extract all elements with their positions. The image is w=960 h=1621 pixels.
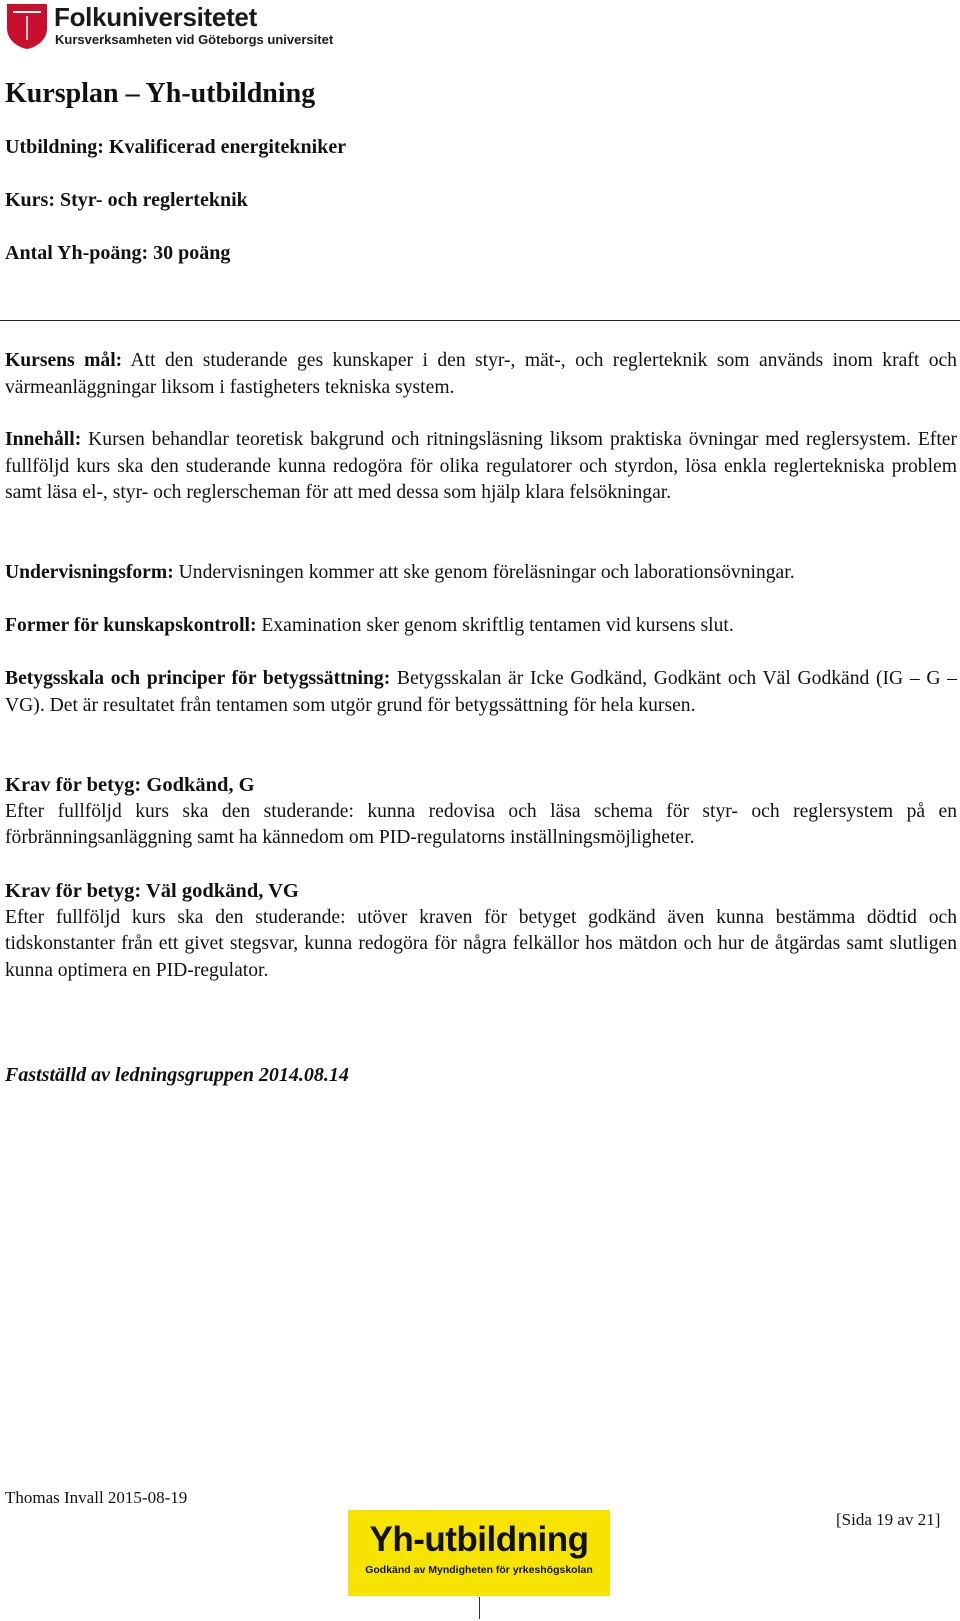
section-text: Betygsskalan är Icke Godkänd, Godkänt och Väl Godkänd (IG – G – VG). Det är resultatet från tentamen som utgör grund för betygssättning för hela kursen. xyxy=(5,668,957,716)
section-kunskapskontroll xyxy=(5,613,957,640)
section-krav-godkand xyxy=(5,772,957,852)
yh-logo-subtext: Godkänd av Myndigheten för yrkeshögskolan xyxy=(365,1564,593,1576)
kurs-line: Kurs: Styr- och reglerteknik xyxy=(5,189,248,211)
section-innehall xyxy=(5,427,957,507)
utbildning-line: Utbildning: Kvalificerad energitekniker xyxy=(5,136,347,158)
section-heading: Krav för betyg: Godkänd, G xyxy=(5,774,255,796)
folkuniversitetet-logo xyxy=(5,2,345,52)
yh-utbildning-logo xyxy=(348,1510,610,1596)
section-label: Former för kunskapskontroll: xyxy=(5,615,257,636)
section-text: Examination sker genom skriftlig tentamen vid kursens slut. xyxy=(256,615,734,636)
section-label: Betygsskala och principer för betygssättning: xyxy=(5,668,391,689)
section-text: Att den studerande ges kunskaper i den styr-, mät-, och reglerteknik som används inom kraft och värmeanläggningar liksom i fastigheters tekniska system. xyxy=(5,350,957,398)
poang-line: Antal Yh-poäng: 30 poäng xyxy=(5,242,231,264)
org-subtitle: Kursverksamheten vid Göteborgs universitet xyxy=(55,32,334,47)
section-text: Undervisningen kommer att ske genom föreläsningar och laborationsövningar. xyxy=(173,562,795,583)
org-name: Folkuniversitetet xyxy=(54,2,257,32)
section-text: Efter fullföljd kurs ska den studerande: kunna redovisa och läsa schema för styr- och reglersystem på en förbränningsanläggning samt ha kännedom om PID-regulatorns inställningsmöjligheter. xyxy=(5,800,957,848)
section-text: Kursen behandlar teoretisk bakgrund och ritningsläsning liksom praktiska övningar med reglersystem. Efter fullföljd kurs ska den studerande kunna redogöra för olika regulatorer och styrdon, lösa enkla reglertekniska problem samt läsa el-, styr- och reglerscheman för att med dessa som hjälp klara felsökningar. xyxy=(5,429,957,503)
page-number-text: Sida 19 av 21 xyxy=(841,1510,935,1529)
approval-note: Fastställd av ledningsgruppen 2014.08.14 xyxy=(5,1064,349,1086)
yh-logo-text: Yh-utbildning xyxy=(369,1520,589,1559)
divider xyxy=(0,320,960,321)
section-text: Efter fullföljd kurs ska den studerande: utöver kraven för betyget godkänd även kunna bestämma dödtid och tidskonstanter från ett givet stegsvar, kunna redogöra för några felkällor hos mätdon och hur de åtgärdas samt slutligen kunna optimera en PID-regulator. xyxy=(5,906,957,981)
section-undervisningsform xyxy=(5,560,957,587)
footer-author: Thomas Invall 2015-08-19 xyxy=(5,1488,188,1507)
page-number: [Sida 19 av 21] xyxy=(836,1510,941,1529)
section-krav-val-godkand xyxy=(5,878,957,984)
section-betygsskala xyxy=(5,666,957,719)
shield-icon xyxy=(5,2,49,50)
text-cursor xyxy=(479,1597,480,1619)
section-heading: Krav för betyg: Väl godkänd, VG xyxy=(5,880,299,902)
section-kursens-mal xyxy=(5,348,957,401)
section-label: Innehåll: xyxy=(5,429,82,450)
section-label: Undervisningsform: xyxy=(5,562,174,583)
page-title: Kursplan – Yh-utbildning xyxy=(5,78,316,109)
section-label: Kursens mål: xyxy=(5,350,123,371)
